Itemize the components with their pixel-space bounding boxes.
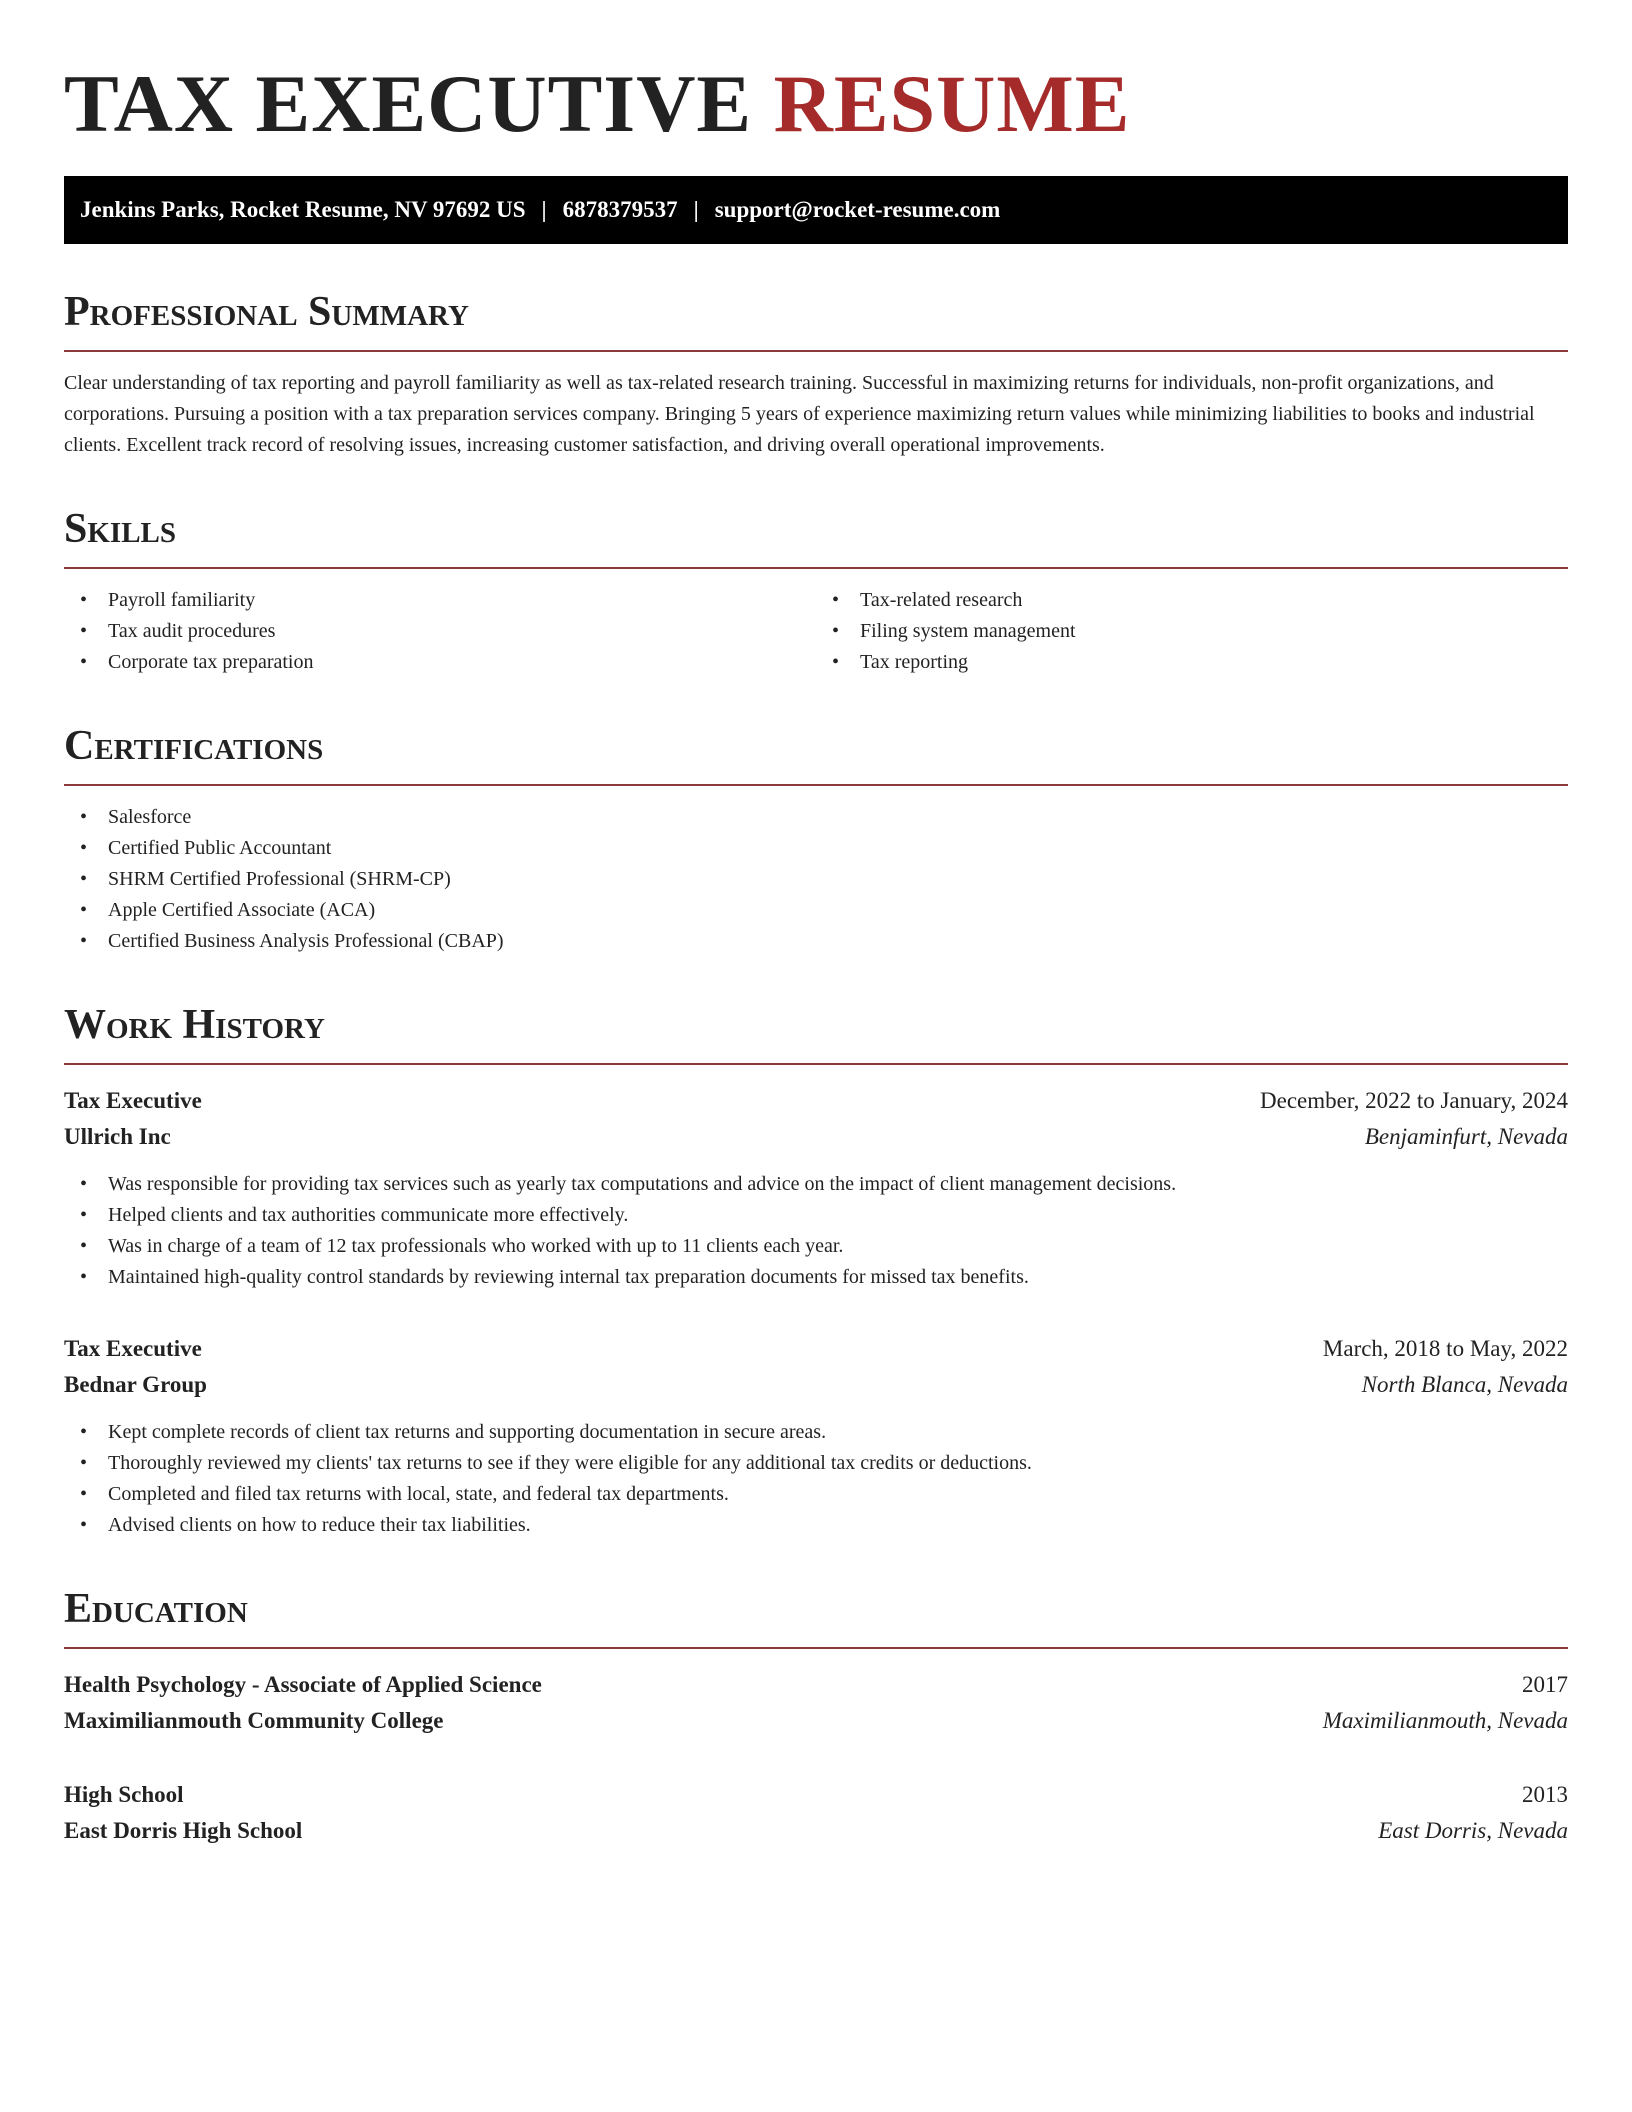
- list-item: • Tax-related research: [816, 585, 1568, 616]
- job-location: Benjaminfurt, Nevada: [1364, 1124, 1568, 1149]
- education-section: [64, 1585, 1568, 1849]
- list-item: • Certified Business Analysis Professional (CBAP): [64, 926, 1568, 957]
- summary-text: Clear understanding of tax reporting and payroll familiarity as well as tax-related research training. Successful in maximizing returns for individuals, non-profit organizations, and corporations. Pursuing a position with a tax preparation services company. Bringing 5 years of experience maximizing return values while minimizing liabilities to books and industrial clients. Excellent track record of resolving issues, increasing customer satisfaction, and driving overall operational improvements.: [64, 372, 1535, 456]
- list-item: • Thoroughly reviewed my clients' tax returns to see if they were eligible for any additional tax credits or deductions.: [64, 1448, 1568, 1479]
- job-bullets: [64, 1169, 1568, 1293]
- resume-title: [64, 56, 1568, 152]
- skills-list-right: [816, 585, 1568, 678]
- job-company-row: [64, 1367, 1568, 1403]
- education-school: East Dorris High School: [64, 1818, 303, 1843]
- education-degree: High School: [64, 1782, 184, 1807]
- contact-separator: |: [693, 197, 699, 222]
- education-school-row: [64, 1703, 1568, 1739]
- certifications-list: [64, 802, 1568, 957]
- contact-separator: |: [541, 197, 547, 222]
- list-item: • Apple Certified Associate (ACA): [64, 895, 1568, 926]
- contact-bar: [64, 176, 1568, 244]
- job-company: Bednar Group: [64, 1372, 207, 1397]
- skills-heading: Skills: [64, 505, 1568, 569]
- job-title: Tax Executive: [64, 1088, 202, 1113]
- title-main: TAX EXECUTIVE: [64, 58, 753, 149]
- list-item: • Kept complete records of client tax returns and supporting documentation in secure areas.: [64, 1417, 1568, 1448]
- list-item: • Tax audit procedures: [64, 616, 816, 647]
- list-item: • Salesforce: [64, 802, 1568, 833]
- skills-column-right: [816, 585, 1568, 678]
- job-entry: [64, 1083, 1568, 1293]
- skills-section: [64, 505, 1568, 678]
- job-title: Tax Executive: [64, 1336, 202, 1361]
- list-item: • Tax reporting: [816, 647, 1568, 678]
- job-title-row: [64, 1331, 1568, 1367]
- job-bullets: [64, 1417, 1568, 1541]
- contact-email[interactable]: support@rocket-resume.com: [714, 197, 1001, 222]
- summary-section: [64, 288, 1568, 461]
- education-year: 2013: [1522, 1782, 1568, 1807]
- job-company: Ullrich Inc: [64, 1124, 171, 1149]
- list-item: • Filing system management: [816, 616, 1568, 647]
- contact-address: Jenkins Parks, Rocket Resume, NV 97692 US: [80, 197, 526, 222]
- education-location: Maximilianmouth, Nevada: [1322, 1708, 1568, 1733]
- work-history-section: [64, 1001, 1568, 1541]
- education-year: 2017: [1522, 1672, 1568, 1697]
- title-accent: RESUME: [773, 58, 1131, 149]
- list-item: • Maintained high-quality control standards by reviewing internal tax preparation documents for missed tax benefits.: [64, 1262, 1568, 1293]
- education-degree-row: [64, 1667, 1568, 1703]
- skills-column-left: [64, 585, 816, 678]
- job-title-row: [64, 1083, 1568, 1119]
- education-heading: Education: [64, 1585, 1568, 1649]
- skills-list-left: [64, 585, 816, 678]
- job-dates: December, 2022 to January, 2024: [1260, 1088, 1568, 1113]
- summary-heading: Professional Summary: [64, 288, 1568, 352]
- certifications-heading: Certifications: [64, 722, 1568, 786]
- job-entry: [64, 1331, 1568, 1541]
- list-item: • Corporate tax preparation: [64, 647, 816, 678]
- list-item: • Advised clients on how to reduce their tax liabilities.: [64, 1510, 1568, 1541]
- list-item: • Was in charge of a team of 12 tax professionals who worked with up to 11 clients each year.: [64, 1231, 1568, 1262]
- work-history-heading: Work History: [64, 1001, 1568, 1065]
- job-dates: March, 2018 to May, 2022: [1322, 1336, 1568, 1361]
- list-item: • Helped clients and tax authorities communicate more effectively.: [64, 1200, 1568, 1231]
- list-item: • SHRM Certified Professional (SHRM-CP): [64, 864, 1568, 895]
- contact-phone: 6878379537: [562, 197, 678, 222]
- skills-grid: [64, 585, 1568, 678]
- education-location: East Dorris, Nevada: [1378, 1818, 1568, 1843]
- job-company-row: [64, 1119, 1568, 1155]
- education-entry: [64, 1667, 1568, 1739]
- education-school-row: [64, 1813, 1568, 1849]
- education-school: Maximilianmouth Community College: [64, 1708, 444, 1733]
- certifications-section: [64, 722, 1568, 957]
- education-degree: Health Psychology - Associate of Applied Science: [64, 1672, 542, 1697]
- list-item: • Certified Public Accountant: [64, 833, 1568, 864]
- list-item: • Payroll familiarity: [64, 585, 816, 616]
- education-entry: [64, 1777, 1568, 1849]
- job-location: North Blanca, Nevada: [1361, 1372, 1568, 1397]
- list-item: • Was responsible for providing tax services such as yearly tax computations and advice on the impact of client management decisions.: [64, 1169, 1568, 1200]
- list-item: • Completed and filed tax returns with local, state, and federal tax departments.: [64, 1479, 1568, 1510]
- education-degree-row: [64, 1777, 1568, 1813]
